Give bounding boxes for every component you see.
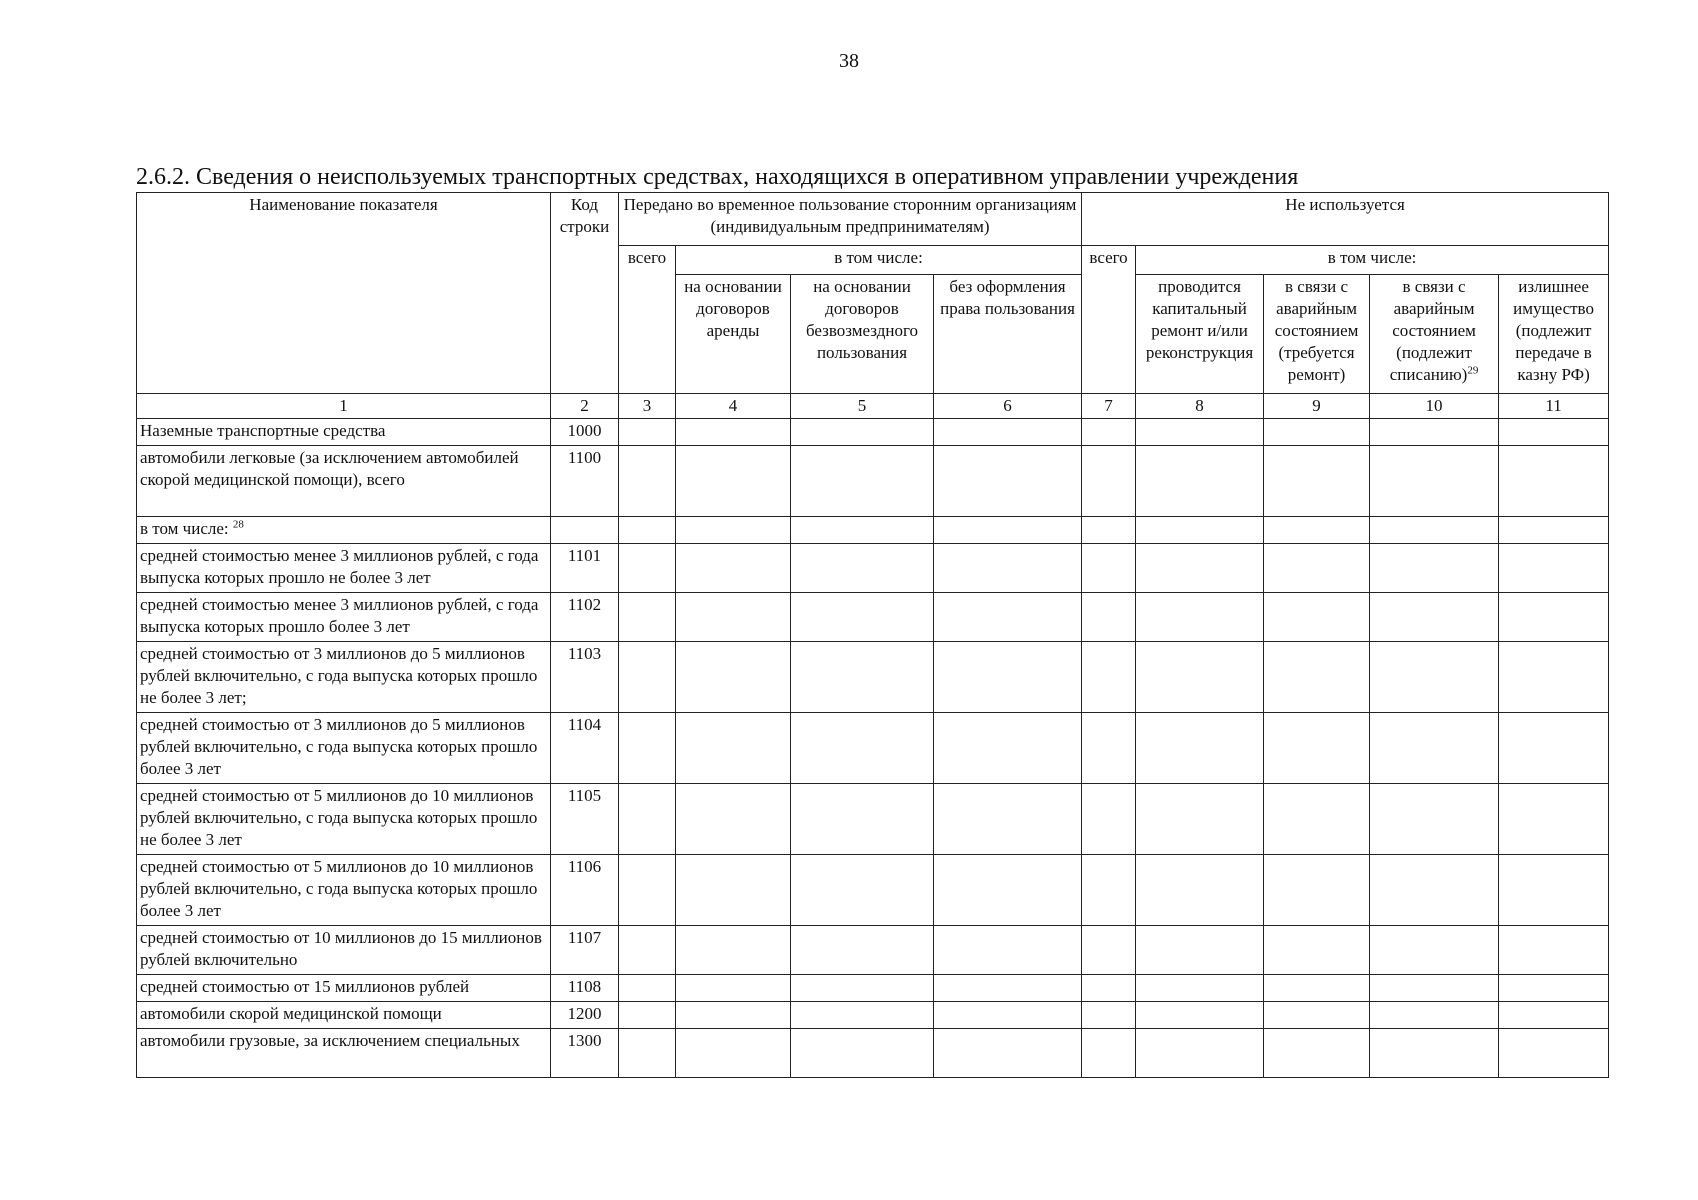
value-cell [1082, 1029, 1136, 1078]
column-number: 11 [1499, 394, 1609, 419]
value-cell [1370, 1002, 1499, 1029]
value-cell [1136, 784, 1264, 855]
table-row [137, 419, 1609, 446]
value-cell [676, 419, 791, 446]
value-cell [1082, 975, 1136, 1002]
value-cell [1499, 1029, 1609, 1078]
value-cell [676, 1029, 791, 1078]
value-cell [934, 784, 1082, 855]
value-cell [676, 544, 791, 593]
value-cell [1136, 642, 1264, 713]
row-code: 1300 [551, 1029, 619, 1078]
row-code: 1104 [551, 713, 619, 784]
value-cell [791, 446, 934, 517]
value-cell [676, 593, 791, 642]
row-code: 1102 [551, 593, 619, 642]
value-cell [1264, 1029, 1370, 1078]
row-label: средней стоимостью от 15 миллионов рублей [137, 975, 551, 1002]
value-cell [619, 642, 676, 713]
value-cell [619, 975, 676, 1002]
value-cell [1136, 593, 1264, 642]
header-not-used-including: в том числе: [1136, 246, 1609, 275]
value-cell [676, 784, 791, 855]
footnote-mark: 29 [1467, 364, 1479, 377]
header-not-used: Не используется [1082, 193, 1609, 246]
value-cell [676, 713, 791, 784]
value-cell [619, 446, 676, 517]
value-cell [1264, 926, 1370, 975]
column-number: 7 [1082, 394, 1136, 419]
column-number: 6 [934, 394, 1082, 419]
value-cell [1082, 855, 1136, 926]
row-label: автомобили скорой медицинской помощи [137, 1002, 551, 1029]
table-row [137, 975, 1609, 1002]
value-cell [1264, 784, 1370, 855]
value-cell [934, 713, 1082, 784]
value-cell [1082, 593, 1136, 642]
value-cell [791, 855, 934, 926]
table-row [137, 593, 1609, 642]
value-cell [619, 1002, 676, 1029]
row-label: средней стоимостью менее 3 миллионов рублей, с года выпуска которых прошло более 3 лет [137, 593, 551, 642]
row-label: средней стоимостью от 5 миллионов до 10 миллионов рублей включительно, с года выпуска которых прошло не более 3 лет [137, 784, 551, 855]
value-cell [1136, 419, 1264, 446]
row-code: 1103 [551, 642, 619, 713]
value-cell [676, 1002, 791, 1029]
value-cell [1136, 855, 1264, 926]
vehicles-table [136, 192, 1609, 1078]
table-row [137, 517, 1609, 544]
value-cell [1136, 1002, 1264, 1029]
column-number: 2 [551, 394, 619, 419]
value-cell [791, 926, 934, 975]
value-cell [791, 593, 934, 642]
row-label: средней стоимостью от 5 миллионов до 10 миллионов рублей включительно, с года выпуска которых прошло более 3 лет [137, 855, 551, 926]
value-cell [1499, 975, 1609, 1002]
value-cell [934, 593, 1082, 642]
value-cell [619, 517, 676, 544]
value-cell [1499, 784, 1609, 855]
value-cell [676, 517, 791, 544]
row-code: 1105 [551, 784, 619, 855]
value-cell [676, 446, 791, 517]
value-cell [619, 419, 676, 446]
value-cell [1499, 642, 1609, 713]
header-transferred-including: в том числе: [676, 246, 1082, 275]
value-cell [934, 1029, 1082, 1078]
table-row [137, 855, 1609, 926]
column-number: 4 [676, 394, 791, 419]
value-cell [934, 855, 1082, 926]
value-cell [1082, 419, 1136, 446]
column-numbers-row [137, 394, 1609, 419]
value-cell [791, 1029, 934, 1078]
header-repair: проводится капитальный ремонт и/или реконструкция [1136, 275, 1264, 394]
value-cell [1264, 419, 1370, 446]
value-cell [1136, 544, 1264, 593]
value-cell [934, 544, 1082, 593]
value-cell [676, 855, 791, 926]
table-row [137, 1029, 1609, 1078]
row-label: автомобили грузовые, за исключением специальных [137, 1029, 551, 1078]
value-cell [619, 544, 676, 593]
value-cell [1264, 1002, 1370, 1029]
value-cell [934, 419, 1082, 446]
row-code: 1200 [551, 1002, 619, 1029]
value-cell [1370, 642, 1499, 713]
row-label: средней стоимостью менее 3 миллионов рублей, с года выпуска которых прошло не более 3 лет [137, 544, 551, 593]
column-number: 3 [619, 394, 676, 419]
value-cell [1082, 713, 1136, 784]
value-cell [1499, 713, 1609, 784]
row-code: 1101 [551, 544, 619, 593]
header-lease: на основании договоров аренды [676, 275, 791, 394]
value-cell [1264, 642, 1370, 713]
value-cell [676, 642, 791, 713]
page-number: 38 [839, 50, 859, 72]
row-code: 1106 [551, 855, 619, 926]
value-cell [1264, 446, 1370, 517]
value-cell [934, 975, 1082, 1002]
value-cell [1082, 926, 1136, 975]
value-cell [1370, 855, 1499, 926]
header-name: Наименование показателя [137, 193, 551, 394]
value-cell [1370, 1029, 1499, 1078]
value-cell [1082, 517, 1136, 544]
header-code: Код строки [551, 193, 619, 394]
value-cell [1082, 544, 1136, 593]
row-label: средней стоимостью от 10 миллионов до 15 миллионов рублей включительно [137, 926, 551, 975]
value-cell [619, 784, 676, 855]
value-cell [1082, 784, 1136, 855]
column-number: 5 [791, 394, 934, 419]
value-cell [1499, 593, 1609, 642]
value-cell [934, 517, 1082, 544]
value-cell [1499, 1002, 1609, 1029]
row-label: Наземные транспортные средства [137, 419, 551, 446]
value-cell [1499, 446, 1609, 517]
value-cell [1370, 517, 1499, 544]
value-cell [1082, 642, 1136, 713]
value-cell [791, 642, 934, 713]
value-cell [934, 446, 1082, 517]
value-cell [934, 926, 1082, 975]
value-cell [791, 975, 934, 1002]
value-cell [1136, 926, 1264, 975]
table-row [137, 1002, 1609, 1029]
value-cell [791, 544, 934, 593]
value-cell [934, 1002, 1082, 1029]
value-cell [1264, 855, 1370, 926]
value-cell [1370, 713, 1499, 784]
value-cell [1136, 517, 1264, 544]
value-cell [791, 784, 934, 855]
column-number: 10 [1370, 394, 1499, 419]
table-row [137, 784, 1609, 855]
table-row [137, 446, 1609, 517]
value-cell [619, 1029, 676, 1078]
header-emergency-writeoff: в связи с аварийным состоянием (подлежит списанию)$^{29}$ [1370, 275, 1499, 394]
value-cell [1499, 419, 1609, 446]
row-label: средней стоимостью от 3 миллионов до 5 миллионов рублей включительно, с года выпуска которых прошло не более 3 лет; [137, 642, 551, 713]
value-cell [791, 713, 934, 784]
value-cell [1264, 713, 1370, 784]
row-label: автомобили легковые (за исключением автомобилей скорой медицинской помощи), всего [137, 446, 551, 517]
row-code: 1107 [551, 926, 619, 975]
header-not-used-total: всего [1082, 246, 1136, 394]
footnote-mark: 28 [232, 518, 244, 531]
row-code: 1108 [551, 975, 619, 1002]
value-cell [1370, 419, 1499, 446]
value-cell [1264, 975, 1370, 1002]
column-number: 9 [1264, 394, 1370, 419]
value-cell [791, 517, 934, 544]
value-cell [1370, 544, 1499, 593]
value-cell [1370, 593, 1499, 642]
value-cell [1082, 446, 1136, 517]
value-cell [1499, 517, 1609, 544]
value-cell [1499, 855, 1609, 926]
value-cell [1136, 1029, 1264, 1078]
row-label: средней стоимостью от 3 миллионов до 5 миллионов рублей включительно, с года выпуска которых прошло более 3 лет [137, 713, 551, 784]
row-label: в том числе: $^{28}$ [137, 517, 551, 544]
value-cell [1370, 926, 1499, 975]
value-cell [619, 855, 676, 926]
value-cell [619, 593, 676, 642]
table-title: 2.6.2. Сведения о неиспользуемых транспортных средствах, находящихся в оперативном управлении учреждения [136, 164, 1299, 190]
header-transferred: Передано во временное пользование сторонним организациям (индивидуальным предпринимателям) [619, 193, 1082, 246]
value-cell [1370, 784, 1499, 855]
value-cell [1082, 1002, 1136, 1029]
value-cell [1499, 926, 1609, 975]
value-cell [676, 926, 791, 975]
table-row [137, 544, 1609, 593]
value-cell [619, 926, 676, 975]
table-row [137, 713, 1609, 784]
column-number: 1 [137, 394, 551, 419]
header-emergency-repair: в связи с аварийным состоянием (требуется ремонт) [1264, 275, 1370, 394]
table-row [137, 642, 1609, 713]
value-cell [934, 642, 1082, 713]
row-code: 1100 [551, 446, 619, 517]
value-cell [1264, 544, 1370, 593]
row-code: 1000 [551, 419, 619, 446]
value-cell [1136, 975, 1264, 1002]
value-cell [619, 713, 676, 784]
value-cell [1370, 446, 1499, 517]
value-cell [1370, 975, 1499, 1002]
header-free-use: на основании договоров безвозмездного пользования [791, 275, 934, 394]
value-cell [1136, 446, 1264, 517]
header-transferred-total: всего [619, 246, 676, 394]
row-code [551, 517, 619, 544]
header-no-rights: без оформления права пользования [934, 275, 1082, 394]
value-cell [1136, 713, 1264, 784]
value-cell [1499, 544, 1609, 593]
header-surplus: излишнее имущество (подлежит передаче в казну РФ) [1499, 275, 1609, 394]
column-number: 8 [1136, 394, 1264, 419]
value-cell [791, 419, 934, 446]
table-row [137, 926, 1609, 975]
value-cell [1264, 517, 1370, 544]
value-cell [791, 1002, 934, 1029]
value-cell [676, 975, 791, 1002]
value-cell [1264, 593, 1370, 642]
